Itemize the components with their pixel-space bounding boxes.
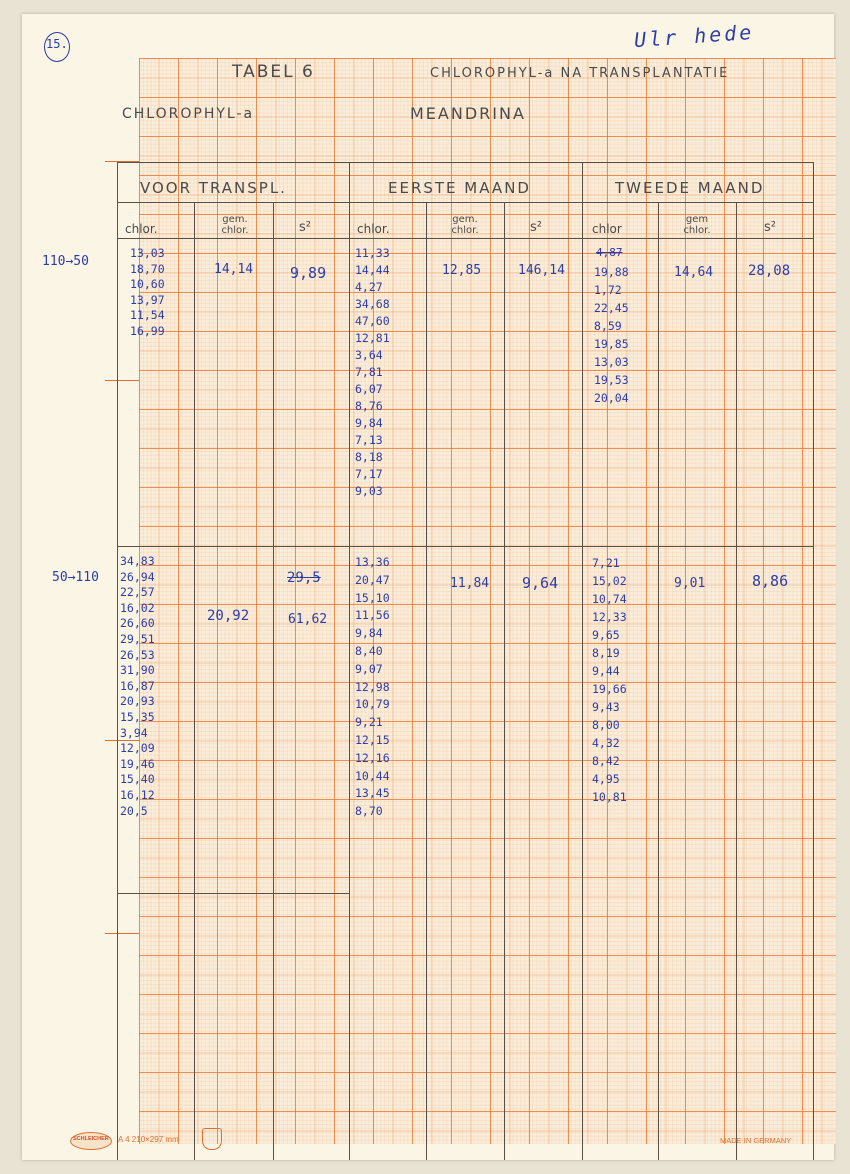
chlor-value: 7,21 bbox=[592, 556, 620, 570]
group-header-tweede: TWEEDE MAAND bbox=[615, 179, 765, 197]
chlor-value: 12,33 bbox=[592, 610, 627, 624]
chlor-value: 9,03 bbox=[355, 484, 383, 498]
chlor-value: 19,53 bbox=[594, 373, 629, 387]
chlor-value: 15,02 bbox=[592, 574, 627, 588]
col-divider bbox=[658, 202, 659, 1160]
chlor-value: 9,44 bbox=[592, 664, 620, 678]
chlor-value: 19,85 bbox=[594, 337, 629, 351]
group-header-voor: VOOR TRANSPL. bbox=[140, 179, 287, 197]
eerste-s2-block2: 9,64 bbox=[522, 574, 559, 592]
chlor-value: 11,56 bbox=[355, 608, 390, 623]
chlor-value: 3,94 bbox=[120, 725, 148, 740]
chlor-value: 26,53 bbox=[120, 647, 155, 662]
chlor-value: 22,57 bbox=[120, 585, 155, 600]
col-header-s2: s² bbox=[764, 220, 776, 235]
chlor-value: 8,00 bbox=[592, 718, 620, 732]
voor-block-bottom-line bbox=[117, 893, 349, 894]
col-header-chlor: chlor bbox=[592, 222, 622, 236]
paper-format: A 4 210×297 mm bbox=[118, 1135, 179, 1144]
chlor-value: 8,76 bbox=[355, 399, 383, 413]
eerste-values-block2 bbox=[355, 554, 390, 821]
voor-mean-block1: 14,14 bbox=[214, 262, 254, 277]
crest-icon bbox=[202, 1128, 222, 1150]
voor-values-block1 bbox=[130, 246, 165, 340]
col-header-mean: gem. chlor. bbox=[221, 214, 249, 236]
made-in-label: MADE IN GERMANY bbox=[720, 1136, 792, 1145]
chlor-value: 15,10 bbox=[355, 590, 390, 605]
chlor-value: 16,87 bbox=[120, 678, 155, 693]
block-label: 50→110 bbox=[52, 570, 99, 585]
species-name: MEANDRINA bbox=[410, 104, 526, 123]
chlor-value: 10,44 bbox=[355, 768, 390, 783]
chlor-value: 12,16 bbox=[355, 750, 390, 765]
top-right-scrawl: Ulr hede bbox=[633, 19, 756, 53]
voor-s2-block2: 61,62 bbox=[288, 612, 328, 627]
left-heading: CHLOROPHYL-a bbox=[122, 106, 255, 122]
chlor-value: 8,42 bbox=[592, 754, 620, 768]
table-left-line bbox=[117, 162, 118, 1160]
chlor-value: 34,83 bbox=[120, 554, 155, 568]
subtitle: CHLOROPHYL-a NA TRANSPLANTATIE bbox=[430, 66, 730, 81]
chlor-value: 22,45 bbox=[594, 301, 629, 315]
tweede-mean-block1: 14,64 bbox=[674, 265, 714, 280]
col-header-s2: s² bbox=[530, 220, 542, 235]
chlor-value: 26,60 bbox=[120, 616, 155, 631]
tweede-values-block2 bbox=[592, 554, 627, 806]
chlor-value: 9,43 bbox=[592, 700, 620, 714]
col-header-chlor: chlor. bbox=[357, 222, 390, 236]
block-divider-line bbox=[117, 546, 814, 547]
tweede-values-block1 bbox=[594, 263, 629, 407]
group-divider bbox=[582, 162, 583, 1160]
group-header-line bbox=[117, 202, 814, 203]
chlor-value: 9,07 bbox=[355, 661, 383, 676]
chlor-value: 7,81 bbox=[355, 365, 383, 379]
chlor-value: 15,35 bbox=[120, 709, 155, 724]
chlor-value: 4,95 bbox=[592, 772, 620, 786]
table-title: TABEL 6 bbox=[232, 62, 315, 82]
col-divider bbox=[273, 202, 274, 1160]
chlor-value: 20,04 bbox=[594, 391, 629, 405]
col-header-s2: s² bbox=[299, 220, 311, 235]
chlor-value: 31,90 bbox=[120, 663, 155, 678]
chlor-value: 4,27 bbox=[355, 280, 383, 294]
chlor-value: 29,51 bbox=[120, 631, 155, 646]
chlor-value: 16,02 bbox=[120, 600, 155, 615]
col-header-mean: gem chlor. bbox=[683, 214, 711, 236]
chlor-value: 11,33 bbox=[355, 246, 390, 260]
eerste-s2-block1: 146,14 bbox=[518, 263, 565, 278]
chlor-value: 9,21 bbox=[355, 715, 383, 730]
chlor-value: 10,79 bbox=[355, 697, 390, 712]
chlor-value: 16,12 bbox=[120, 787, 155, 802]
chlor-value: 10,74 bbox=[592, 592, 627, 606]
chlor-value: 18,70 bbox=[130, 261, 165, 276]
group-header-eerste: EERSTE MAAND bbox=[388, 179, 531, 197]
chlor-value: 8,59 bbox=[594, 319, 622, 333]
group-divider bbox=[349, 162, 350, 1160]
col-header-mean: gem. chlor. bbox=[451, 214, 479, 236]
table-right-line bbox=[813, 162, 814, 1160]
chlor-value: 13,03 bbox=[594, 355, 629, 369]
eerste-mean-block1: 12,85 bbox=[442, 263, 482, 278]
chlor-value: 13,36 bbox=[355, 555, 390, 569]
chlor-value: 9,84 bbox=[355, 416, 383, 430]
page-number: 15. bbox=[46, 37, 68, 51]
voor-mean-block2: 20,92 bbox=[207, 608, 250, 624]
chlor-value: 47,60 bbox=[355, 314, 390, 328]
chlor-value: 19,88 bbox=[594, 265, 629, 279]
block-label: 110→50 bbox=[42, 254, 89, 269]
chlor-value: 12,09 bbox=[120, 741, 155, 756]
chlor-value: 13,97 bbox=[130, 292, 165, 307]
chlor-value: 8,18 bbox=[355, 450, 383, 464]
eerste-values-block1 bbox=[355, 245, 390, 500]
tweede-s2-block1: 28,08 bbox=[748, 263, 791, 279]
chlor-value: 4,32 bbox=[592, 736, 620, 750]
col-divider bbox=[736, 202, 737, 1160]
brand-name: SCHLEICHER bbox=[73, 1136, 109, 1142]
chlor-value: 13,45 bbox=[355, 786, 390, 801]
chlor-value: 7,17 bbox=[355, 467, 383, 481]
voor-s2-struck-block2: 29,5 bbox=[287, 570, 321, 586]
table-top-line bbox=[117, 162, 814, 163]
chlor-value: 9,84 bbox=[355, 626, 383, 641]
brand-logo bbox=[70, 1132, 112, 1150]
chlor-value: 26,94 bbox=[120, 569, 155, 584]
chlor-value: 20,93 bbox=[120, 694, 155, 709]
chlor-value: 20,5 bbox=[120, 803, 148, 818]
voor-s2-block1: 9,89 bbox=[290, 264, 327, 282]
chlor-value: 1,72 bbox=[594, 283, 622, 297]
col-divider bbox=[426, 202, 427, 1160]
chlor-value: 6,07 bbox=[355, 382, 383, 396]
chlor-value: 12,98 bbox=[355, 679, 390, 694]
chlor-value: 34,68 bbox=[355, 297, 390, 311]
chlor-value: 13,03 bbox=[130, 246, 165, 260]
chlor-value: 10,81 bbox=[592, 790, 627, 804]
tweede-mean-block2: 9,01 bbox=[674, 576, 706, 591]
chlor-value: 10,60 bbox=[130, 277, 165, 292]
chlor-value: 3,64 bbox=[355, 348, 383, 362]
paper-sheet bbox=[22, 14, 834, 1160]
chlor-value: 8,40 bbox=[355, 643, 383, 658]
tweede-struck-value: 4,87 bbox=[596, 246, 623, 259]
col-header-chlor: chlor. bbox=[125, 222, 158, 236]
chlor-value: 20,47 bbox=[355, 572, 390, 587]
chlor-value: 16,99 bbox=[130, 323, 165, 338]
chlor-value: 8,19 bbox=[592, 646, 620, 660]
eerste-mean-block2: 11,84 bbox=[450, 576, 490, 591]
chlor-value: 19,46 bbox=[120, 756, 155, 771]
chlor-value: 12,15 bbox=[355, 732, 390, 747]
chlor-value: 7,13 bbox=[355, 433, 383, 447]
voor-values-block2 bbox=[120, 554, 155, 819]
col-divider bbox=[194, 202, 195, 1160]
column-header-line bbox=[117, 238, 814, 239]
chlor-value: 14,44 bbox=[355, 263, 390, 277]
chlor-value: 12,81 bbox=[355, 331, 390, 345]
margin-tick bbox=[105, 933, 139, 934]
chlor-value: 8,70 bbox=[355, 804, 383, 819]
col-divider bbox=[504, 202, 505, 1160]
margin-tick bbox=[105, 380, 139, 381]
chlor-value: 19,66 bbox=[592, 682, 627, 696]
chlor-value: 15,40 bbox=[120, 772, 155, 787]
tweede-s2-block2: 8,86 bbox=[752, 572, 789, 590]
chlor-value: 11,54 bbox=[130, 308, 165, 323]
chlor-value: 9,65 bbox=[592, 628, 620, 642]
